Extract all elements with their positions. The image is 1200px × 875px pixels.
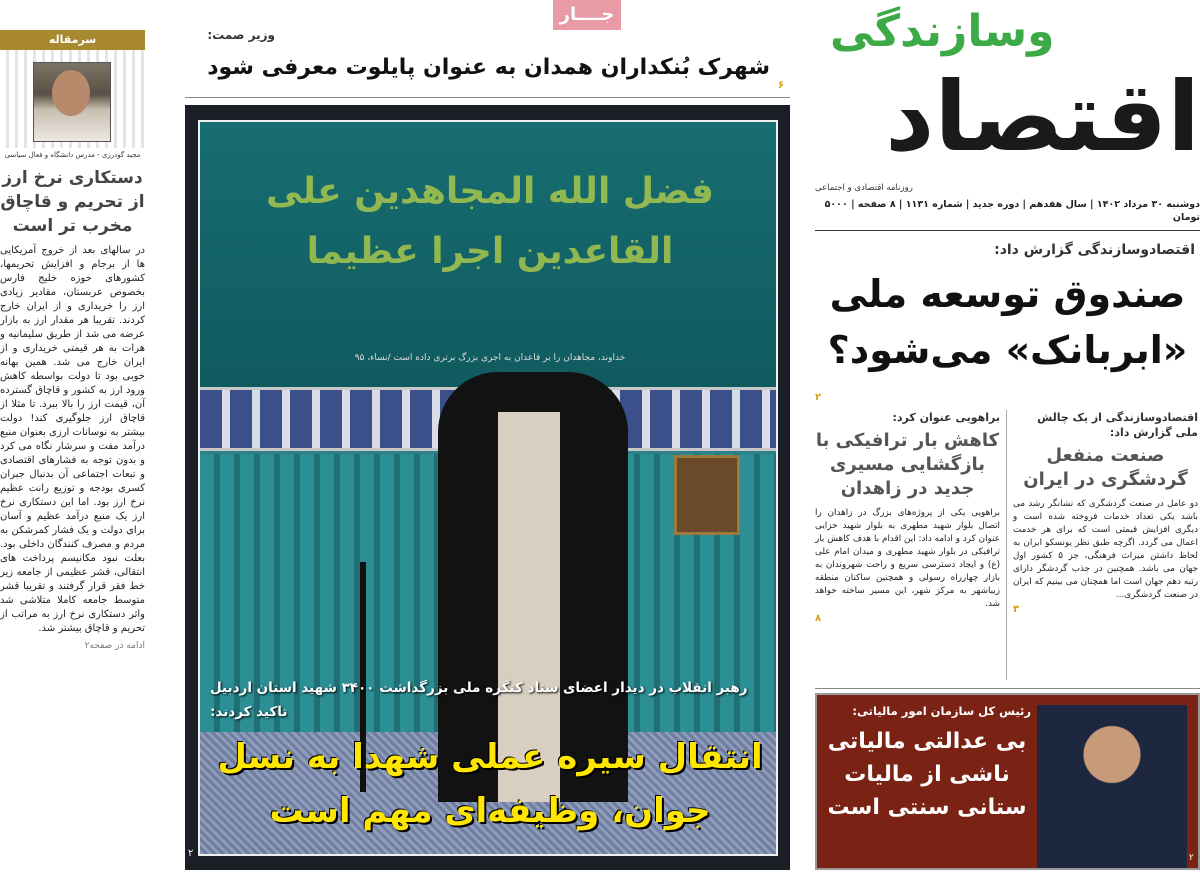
- traffic-headline[interactable]: کاهش بار ترافیکی با بازگشایی مسیری جدید در زاهدان: [815, 430, 1000, 499]
- divider: [815, 230, 1200, 231]
- photo-page-number: ۲: [188, 848, 194, 859]
- editorial-label: سرمقاله: [0, 30, 145, 50]
- tax-page-number: ۲: [1189, 853, 1194, 863]
- dateline: دوشنبه ۳۰ مرداد ۱۴۰۲ | سال هفدهم | دوره جدید | شماره ۱۱۳۱ | ۸ صفحه | ۵۰۰۰ تومان: [824, 199, 1200, 223]
- tax-feature[interactable]: [815, 693, 1200, 870]
- middle-page-number: ۶: [778, 80, 785, 91]
- author-face: [52, 70, 90, 116]
- wall-portrait: [674, 455, 740, 535]
- traffic-body: براهویی یکی از پروژه‌های بزرگ در زاهدان را اتصال بلوار شهید مطهری به بلوار شهید خزایی عنوان کرد و ادامه داد: این اقدام با هدف کاهش بار ترافیکی در بلوار شهید مطهری و میدان امام علی (ع) و ایجاد دسترسی سریع و راحت شهروندان به بازار چهارراه رسولی و همچنین ساکنان منطقه زیباشهر به مرکز شهر، این مسیر ساخته خواهد شد.: [815, 508, 1000, 609]
- calligraphy-banner: فضل الله المجاهدين على القاعدين اجرا عظيما: [266, 171, 714, 272]
- traffic-page-number: ۸: [815, 613, 822, 624]
- tourism-kicker: اقتصادوسازندگی از یک چالش ملی گزارش داد:: [1037, 411, 1198, 439]
- calligraphy-translation: خداوند، مجاهدان را بر قاعدان به اجری بزرگ برتری داده است /نساء، ۹۵: [354, 353, 626, 363]
- tax-official-photo: [1037, 705, 1187, 870]
- lead-headline[interactable]: صندوق توسعه ملی «ابربانک» می‌شود؟: [827, 272, 1188, 372]
- tax-kicker: رئیس کل سازمان امور مالیاتی:: [852, 704, 1031, 718]
- logo-green: وسازندگی: [830, 6, 1055, 57]
- photo-caption: [210, 676, 770, 838]
- continued-link[interactable]: ادامه در صفحه۲: [84, 641, 145, 651]
- tourism-headline[interactable]: صنعت منفعل گردشگری در ایران: [1023, 445, 1188, 490]
- traffic-article[interactable]: [815, 410, 1000, 625]
- divider: [185, 97, 790, 98]
- middle-headline[interactable]: شهرک بُنکداران همدان به عنوان پایلوت معرفی شود: [207, 55, 770, 80]
- tourism-body: دو عامل در صنعت گردشگری که نشانگر رشد می باشد یکی تعداد خدمات فروخته شده است و دیگری افزایش قیمتی است که برای هر خدمت اعمال می گردد. اگرچه طبق نظر یونسکو ایران به لحاظ داشتن میراث فرهنگی، جز ۵ کشور اول جهان می باشد. همچنین در جذب گردشگر دارای رتبه دهم جهان است اما همچنان می بینیم که ایران در صنعت گردشگری...: [1013, 499, 1198, 600]
- photo-headline[interactable]: انتقال سیره عملی شهدا به نسل جوان، وظیفه‌ای مهم است: [217, 737, 763, 831]
- traffic-kicker: براهویی عنوان کرد:: [892, 411, 1000, 424]
- main-photo[interactable]: [198, 120, 778, 856]
- tourism-article[interactable]: [1013, 410, 1198, 616]
- editorial-column: [0, 150, 145, 652]
- logo-main: اقتصاد: [885, 61, 1200, 173]
- tax-headline[interactable]: بی عدالتی مالیاتی ناشی از مالیات ستانی سنتی است: [827, 729, 1027, 820]
- divider: [815, 688, 1200, 689]
- tax-text: [823, 703, 1031, 824]
- column-divider: [1006, 410, 1007, 680]
- tourism-page-number: ۳: [1013, 604, 1020, 615]
- lead-kicker: اقتصادوسازندگی گزارش داد:: [994, 242, 1195, 258]
- middle-kicker: وزیر صمت:: [207, 28, 275, 42]
- editorial-body: در سالهای بعد از خروج آمریکایی ها از برجام و افزایش تحریمها، کشورهای حوزه خلیج فارس بخصوص عربستان، مقادیر زیادی ارز را خریداری و از ایران خارج کردند. تقریبا هر مقدار ارز به بازار عرضه می شد از طریق سلیمانیه و هرات به هر قیمتی خریداری و از ایران خارج می شد. همین بهانه خوبی بود تا دولت بواسطه کاهش ورود ارز به کشور و قاچاق گسترده آن، قیمت ارز را بالا ببرد. تا مثلا از قاچاق ارز جلوگیری کند! دولت بیشتر به نوسانات ارزی بعنوان منبع درآمد مفت و سرشار نگاه می کرد و بدون توجه به فشارهای اقتصادی و تبعات اجتماعی آن بدنبال جبران کسری بودجه و توزیع رانت عظیم نرخ ارز بود. اما این دستکاری نرخ ارز یک منبع درآمد عظیم و آسان برای دولت و یک فشار کمرشکن به مردم و مصرف کنندگان داخلی بود. بعلت نبود مکانیسم پرداخت های انتقالی، قشر عظیمی از جامعه زیر خط فقر قرار گرفتند و تقریبا قشر متوسط جامعه کاملا متلاشی شد واثر دستکاری نرخ ارز به مراتب از تحریم و قاچاق بیشتر شد.: [0, 245, 145, 634]
- editorial-title[interactable]: دستکاری نرخ ارز از تحریم و قاچاق مخرب تر است: [0, 168, 145, 236]
- jar-badge: جــــار: [553, 0, 621, 30]
- editorial-author: مجید گودرزی - مدرس دانشگاه و فعال سیاسی: [4, 151, 141, 159]
- masthead-subtitle: روزنامه اقتصادی و اجتماعی: [815, 183, 913, 193]
- lead-page-number: ۲: [815, 392, 822, 403]
- photo-kicker: رهبر انقلاب در دیدار اعضای ستاد کنگره ملی بزرگداشت ۳۴۰۰ شهید استان اردبیل تاکید کردند:: [210, 680, 748, 720]
